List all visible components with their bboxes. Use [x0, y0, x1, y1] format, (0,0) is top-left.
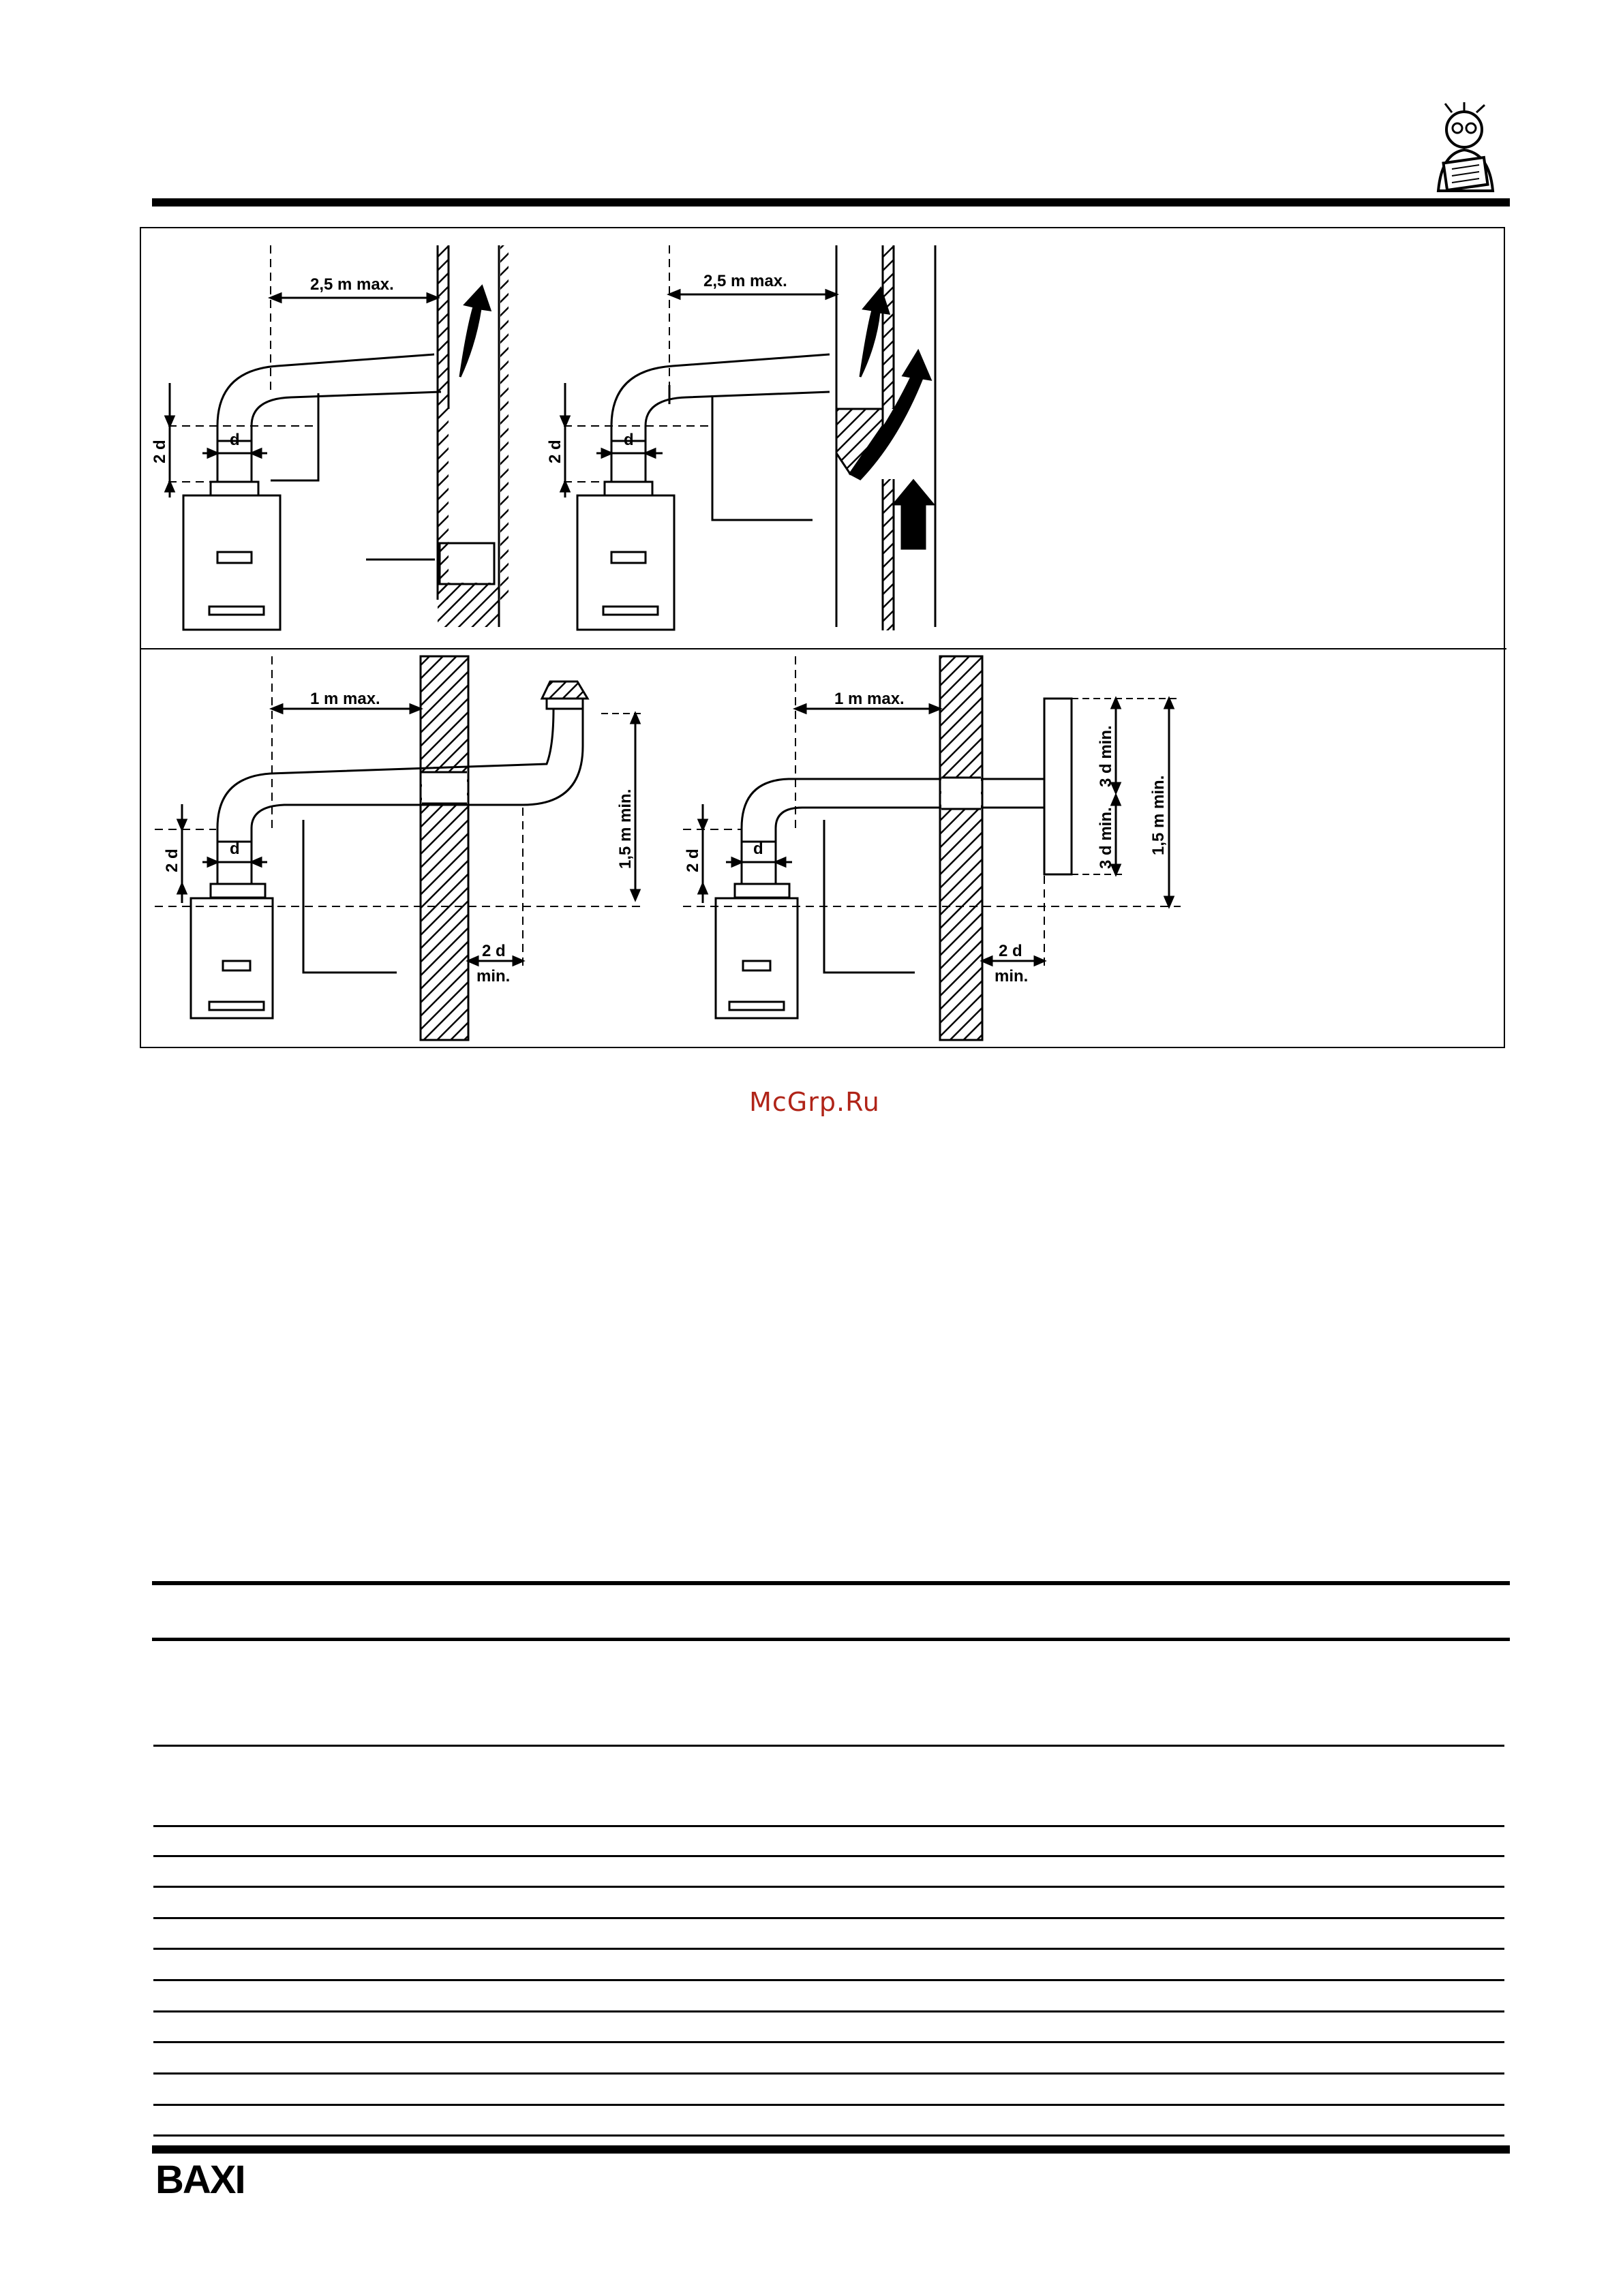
label-2d-bottom-middle: 2 d: [684, 848, 702, 872]
watermark-text: McGrp.Ru: [749, 1087, 880, 1117]
table-row-line: [153, 1825, 1504, 1827]
flue-diagrams: [141, 228, 1506, 1050]
diagram-bottom-left: [155, 656, 642, 1040]
footer-rule: [152, 2145, 1510, 2154]
table-row-line: [153, 1948, 1504, 1950]
label-min-wall-right: min.: [995, 967, 1029, 985]
label-d-top-left: d: [230, 431, 240, 449]
table-row-line: [153, 2041, 1504, 2043]
baxi-logo: BAXI: [155, 2158, 245, 2202]
table-row-line: [153, 2134, 1504, 2137]
table-row-line: [153, 2072, 1504, 2075]
table-row-line: [153, 1745, 1504, 1747]
specification-table: [153, 1745, 1504, 2140]
label-1-5m-min-right: 1,5 m min.: [1149, 775, 1168, 855]
label-2-5m-max-right: 2,5 m max.: [703, 272, 787, 290]
label-1m-max-right: 1 m max.: [834, 690, 905, 708]
label-2d-wall-left: 2 d: [482, 942, 506, 960]
label-2d-top-middle: 2 d: [546, 440, 564, 463]
label-1-5m-min-left: 1,5 m min.: [616, 789, 635, 869]
table-row-line: [153, 1886, 1504, 1888]
table-row-line: [153, 1979, 1504, 1981]
header-rule: [152, 198, 1510, 206]
label-3d-min-lower: 3 d min.: [1097, 807, 1115, 869]
label-d-top-middle: d: [624, 431, 634, 449]
reading-mascot-icon: [1425, 102, 1506, 194]
flue-installation-figure: [140, 227, 1505, 1048]
label-2d-top-left: 2 d: [151, 440, 169, 463]
table-row-line: [153, 2010, 1504, 2012]
label-2-5m-max-left: 2,5 m max.: [310, 275, 394, 294]
label-3d-min-upper: 3 d min.: [1097, 725, 1115, 787]
label-1m-max-left: 1 m max.: [310, 690, 380, 708]
diagram-top-left: [166, 245, 509, 630]
label-min-wall-left: min.: [476, 967, 511, 985]
table-row-line: [153, 1855, 1504, 1857]
section-rule-top: [152, 1581, 1510, 1585]
table-row-line: [153, 1917, 1504, 1919]
label-d-bottom-left: d: [230, 840, 240, 858]
label-d-bottom-middle: d: [753, 840, 763, 858]
diagram-top-middle: [561, 245, 935, 630]
table-row-line: [153, 2104, 1504, 2106]
label-2d-bottom-left: 2 d: [163, 848, 181, 872]
label-2d-wall-right: 2 d: [999, 942, 1022, 960]
section-rule-header: [152, 1638, 1510, 1641]
